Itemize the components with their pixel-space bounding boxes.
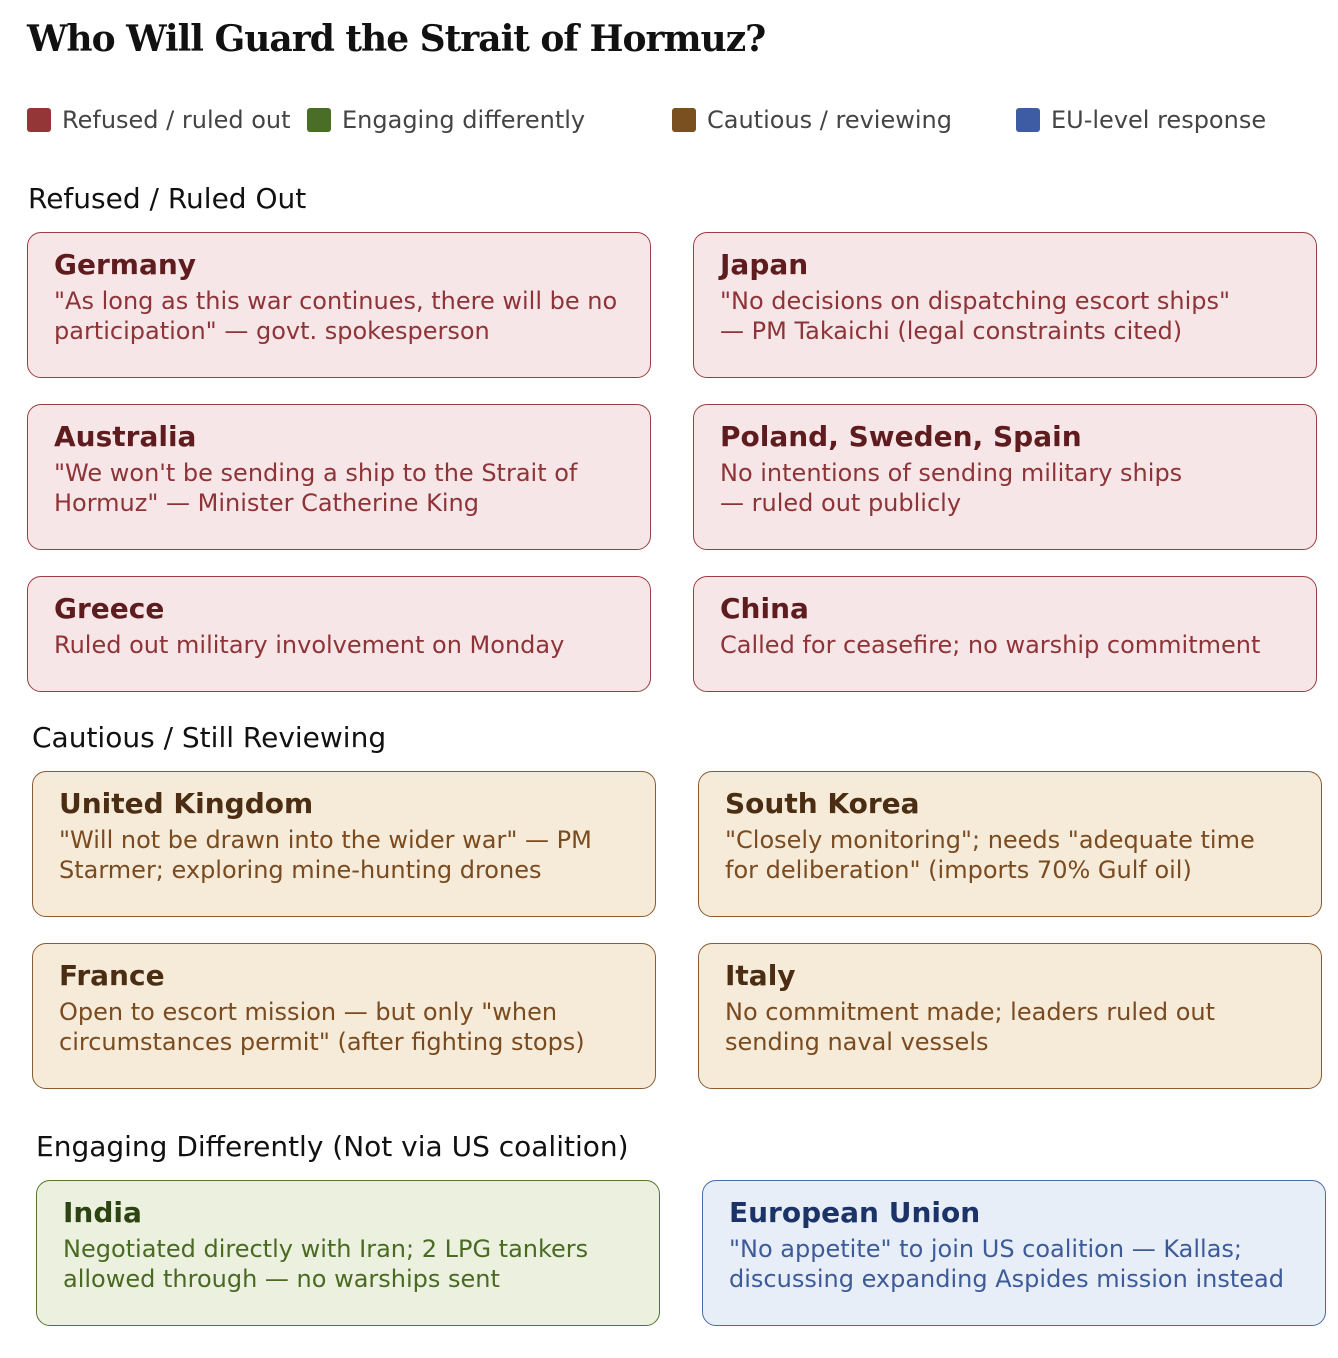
- country-card-china: [693, 576, 1317, 692]
- card-country-name: Greece: [54, 592, 165, 625]
- card-description: "Will not be drawn into the wider war" — PM Starmer; exploring mine-hunting drones: [59, 826, 592, 884]
- country-card-australia: [27, 404, 651, 550]
- card-country-name: Poland, Sweden, Spain: [720, 420, 1082, 453]
- legend-swatch-engaging: [307, 108, 331, 132]
- legend-item-eu: [1016, 106, 1266, 134]
- country-card-india: [36, 1180, 660, 1326]
- card-description: "No appetite" to join US coalition — Kallas; discussing expanding Aspides mission instead: [729, 1235, 1284, 1293]
- card-description: "We won't be sending a ship to the Strait of Hormuz" — Minister Catherine King: [54, 459, 578, 517]
- card-description: "No decisions on dispatching escort ships" — PM Takaichi (legal constraints cited): [720, 287, 1231, 345]
- legend-swatch-eu: [1016, 108, 1040, 132]
- country-card-france: [32, 943, 656, 1089]
- card-description: Ruled out military involvement on Monday: [54, 631, 565, 659]
- card-country-name: Australia: [54, 420, 197, 453]
- section-heading-cautious: Cautious / Still Reviewing: [32, 721, 387, 754]
- card-country-name: France: [59, 959, 165, 992]
- card-description: Negotiated directly with Iran; 2 LPG tankers allowed through — no warships sent: [63, 1235, 589, 1293]
- card-country-name: European Union: [729, 1196, 981, 1229]
- section-heading-refused: Refused / Ruled Out: [28, 182, 307, 215]
- card-country-name: China: [720, 592, 809, 625]
- country-card-germany: [27, 232, 651, 378]
- card-country-name: Japan: [720, 248, 809, 281]
- legend-label-eu: EU-level response: [1051, 106, 1267, 134]
- legend-swatch-cautious: [672, 108, 696, 132]
- card-description: No commitment made; leaders ruled out sending naval vessels: [725, 998, 1215, 1056]
- card-country-name: India: [63, 1196, 142, 1229]
- card-country-name: Germany: [54, 248, 197, 281]
- legend-item-engaging: [307, 106, 585, 134]
- page-title: Who Will Guard the Strait of Hormuz?: [27, 18, 766, 60]
- card-description: "As long as this war continues, there will be no participation" — govt. spokesperson: [54, 287, 618, 345]
- card-description: Called for ceasefire; no warship commitment: [720, 631, 1261, 659]
- country-card-italy: [698, 943, 1322, 1089]
- legend-item-refused: [27, 106, 291, 134]
- legend-label-engaging: Engaging differently: [342, 106, 586, 134]
- section-heading-engaging: Engaging Differently (Not via US coalition): [36, 1130, 629, 1163]
- country-card-poland-sweden-spain: [693, 404, 1317, 550]
- country-card-south-korea: [698, 771, 1322, 917]
- legend-label-refused: Refused / ruled out: [62, 106, 291, 134]
- country-card-united-kingdom: [32, 771, 656, 917]
- legend-label-cautious: Cautious / reviewing: [707, 106, 952, 134]
- card-country-name: United Kingdom: [59, 787, 314, 820]
- legend-swatch-refused: [27, 108, 51, 132]
- card-country-name: Italy: [725, 959, 796, 992]
- country-card-greece: [27, 576, 651, 692]
- card-country-name: South Korea: [725, 787, 920, 820]
- card-description: No intentions of sending military ships — ruled out publicly: [720, 459, 1183, 517]
- country-card-european-union: [702, 1180, 1326, 1326]
- country-card-japan: [693, 232, 1317, 378]
- legend-item-cautious: [672, 106, 952, 134]
- card-description: "Closely monitoring"; needs "adequate time for deliberation" (imports 70% Gulf oil): [725, 826, 1255, 884]
- card-description: Open to escort mission — but only "when circumstances permit" (after fighting stops): [59, 998, 585, 1056]
